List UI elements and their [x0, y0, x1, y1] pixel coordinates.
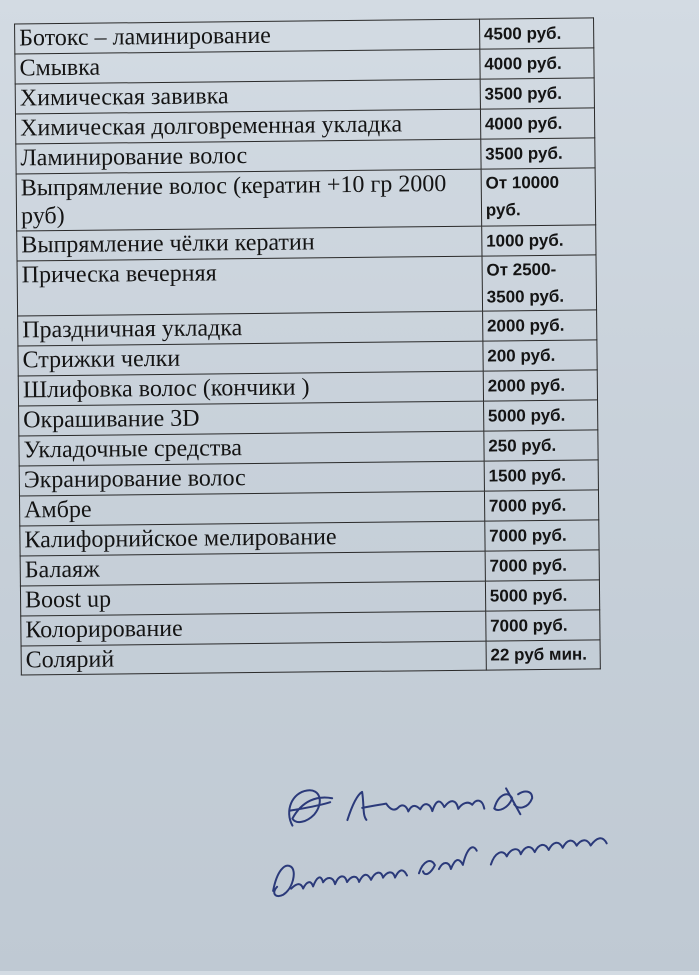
service-price: 2000 руб.	[483, 370, 598, 401]
service-name: Балаяж	[20, 551, 485, 586]
service-name: Выпрямление чёлки кератин	[17, 226, 482, 261]
service-price: 7000 руб.	[484, 490, 599, 521]
service-price: 4500 руб.	[479, 18, 594, 49]
service-price: От 2500-3500 руб.	[482, 255, 597, 311]
service-name: Экранирование волос	[19, 461, 484, 496]
service-price: 4000 руб.	[480, 108, 595, 139]
service-name: Ламинирование волос	[16, 139, 481, 174]
service-price: 7000 руб.	[485, 520, 600, 551]
service-name: Boost up	[20, 581, 485, 616]
service-price: 22 руб мин.	[486, 640, 601, 670]
service-price: 200 руб.	[483, 340, 598, 371]
service-price: 7000 руб.	[485, 550, 600, 581]
table-row	[21, 640, 600, 675]
service-price: 1500 руб.	[484, 460, 599, 491]
service-name: Калифорнийское мелирование	[20, 521, 485, 556]
service-name: Праздничная укладка	[18, 311, 483, 346]
service-name: Шлифовка волос (кончики )	[18, 371, 483, 406]
service-price: 4000 руб.	[480, 48, 595, 79]
service-price: 5000 руб.	[483, 400, 598, 431]
service-price: 3500 руб.	[480, 78, 595, 109]
service-name: Стрижки челки	[18, 341, 483, 376]
service-price: 5000 руб.	[485, 580, 600, 611]
service-name: Ботокс – ламинирование	[15, 19, 480, 54]
service-name: Выпрямление волос (кератин +10 гр 2000 руб)	[16, 169, 481, 231]
service-name: Солярий	[21, 641, 486, 675]
service-price: 250 руб.	[484, 430, 599, 461]
price-table	[14, 17, 601, 675]
service-name: Химическая долговременная укладка	[15, 109, 480, 144]
table-row	[17, 255, 597, 316]
service-price: 1000 руб.	[481, 225, 596, 256]
service-name: Окрашивание 3D	[19, 401, 484, 436]
service-name: Укладочные средства	[19, 431, 484, 466]
service-price: От 10000 руб.	[481, 168, 596, 226]
service-price: 7000 руб.	[486, 610, 601, 641]
service-price: 3500 руб.	[481, 138, 596, 169]
table-row	[16, 168, 596, 231]
service-name: Колорирование	[21, 611, 486, 646]
service-name: Смывка	[15, 49, 480, 84]
service-price: 2000 руб.	[482, 310, 597, 341]
handwritten-signature	[262, 766, 693, 910]
service-name: Прическа вечерняя	[17, 256, 482, 316]
service-name: Амбре	[19, 491, 484, 526]
service-name: Химическая завивка	[15, 79, 480, 114]
